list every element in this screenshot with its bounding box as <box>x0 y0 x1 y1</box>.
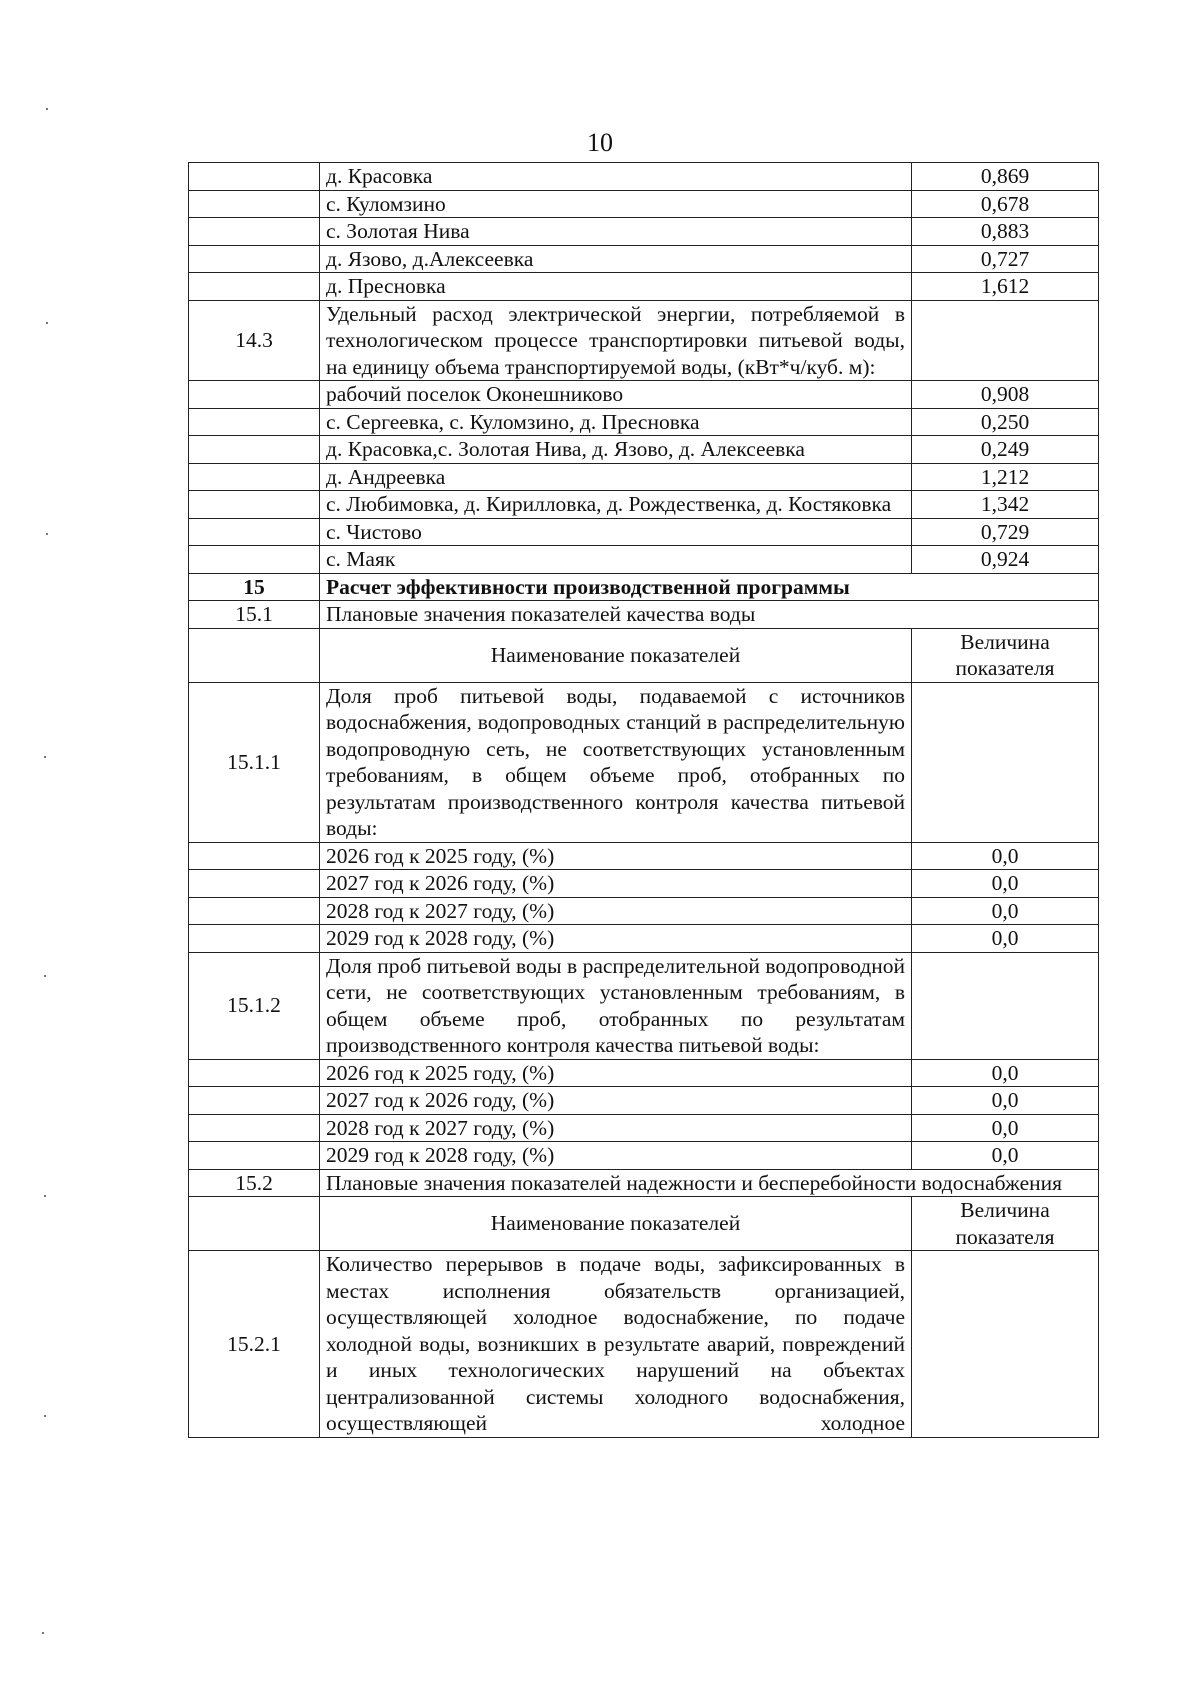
section-title: Расчет эффективности производственной программы <box>320 573 1099 601</box>
table-row <box>189 245 1099 273</box>
table-row <box>189 163 1099 191</box>
row-value: 0,0 <box>912 1059 1099 1087</box>
row-name: д. Красовка <box>320 163 912 191</box>
table-row <box>189 1059 1099 1087</box>
table-row <box>189 408 1099 436</box>
row-number <box>189 842 320 870</box>
row-name: с. Куломзино <box>320 190 912 218</box>
row-number <box>189 1114 320 1142</box>
row-name: 2028 год к 2027 году, (%) <box>320 897 912 925</box>
row-value: 1,342 <box>912 491 1099 519</box>
row-name: 2027 год к 2026 году, (%) <box>320 1087 912 1115</box>
row-number <box>189 491 320 519</box>
header-empty-cell <box>189 628 320 682</box>
row-value: 0,0 <box>912 1142 1099 1170</box>
row-value: 1,612 <box>912 273 1099 301</box>
row-value: 0,729 <box>912 518 1099 546</box>
section-15-2-1-row <box>189 1251 1099 1438</box>
scan-speck <box>44 975 46 977</box>
row-number <box>189 518 320 546</box>
row-value: 0,0 <box>912 842 1099 870</box>
page-number: 10 <box>587 128 613 157</box>
scan-speck <box>44 1415 46 1417</box>
row-number <box>189 897 320 925</box>
row-name: 2026 год к 2025 году, (%) <box>320 842 912 870</box>
scan-speck <box>46 108 48 110</box>
row-value: 0,249 <box>912 436 1099 464</box>
table-row <box>189 273 1099 301</box>
header-indicator-value: Величина показателя <box>912 628 1099 682</box>
section-15-2-row <box>189 1169 1099 1197</box>
section-15-row <box>189 573 1099 601</box>
section-number: 15.1.2 <box>189 952 320 1059</box>
section-number: 15.2 <box>189 1169 320 1197</box>
row-value: 0,0 <box>912 870 1099 898</box>
section-15-1-2-row <box>189 952 1099 1059</box>
section-title: Плановые значения показателей качества воды <box>320 601 1099 629</box>
table-row <box>189 842 1099 870</box>
row-number <box>189 218 320 246</box>
row-name: д. Язово, д.Алексеевка <box>320 245 912 273</box>
table-row <box>189 1142 1099 1170</box>
row-number <box>189 436 320 464</box>
row-name: д. Пресновка <box>320 273 912 301</box>
row-name: 2029 год к 2028 году, (%) <box>320 1142 912 1170</box>
section-description: Доля проб питьевой воды, подаваемой с источников водоснабжения, водопроводных станций в распределительную водопроводную сеть, не соответствующих установленным требованиям, в общем объеме проб, отобранных по результатам производственного контроля качества питьевой воды: <box>320 682 912 842</box>
row-name: 2026 год к 2025 году, (%) <box>320 1059 912 1087</box>
row-value: 0,883 <box>912 218 1099 246</box>
row-value: 0,908 <box>912 381 1099 409</box>
section-description: Удельный расход электрической энергии, потребляемой в технологическом процессе транспортировки питьевой воды, на единицу объема транспортируемой воды, (кВт*ч/куб. м): <box>320 300 912 381</box>
scan-speck <box>46 533 48 535</box>
table-row <box>189 218 1099 246</box>
row-value: 0,250 <box>912 408 1099 436</box>
row-value: 0,0 <box>912 925 1099 953</box>
row-number <box>189 546 320 574</box>
row-name: с. Маяк <box>320 546 912 574</box>
header-indicator-name: Наименование показателей <box>320 628 912 682</box>
row-name: д. Красовка,с. Золотая Нива, д. Язово, д. Алексеевка <box>320 436 912 464</box>
table-row <box>189 870 1099 898</box>
row-name: с. Чистово <box>320 518 912 546</box>
section-number: 15.1.1 <box>189 682 320 842</box>
table-row <box>189 546 1099 574</box>
row-name: д. Андреевка <box>320 463 912 491</box>
row-number <box>189 925 320 953</box>
row-value: 0,0 <box>912 1114 1099 1142</box>
table-header-row <box>189 1197 1099 1251</box>
row-name: с. Любимовка, д. Кирилловка, д. Рождественка, д. Костяковка <box>320 491 912 519</box>
table-row <box>189 1114 1099 1142</box>
table-row <box>189 381 1099 409</box>
row-number <box>189 163 320 191</box>
row-name: 2028 год к 2027 году, (%) <box>320 1114 912 1142</box>
row-value <box>912 952 1099 1059</box>
row-number <box>189 273 320 301</box>
section-number: 15 <box>189 573 320 601</box>
row-value <box>912 300 1099 381</box>
section-description: Количество перерывов в подаче воды, зафиксированных в местах исполнения обязательств организацией, осуществляющей холодное водоснабжение, по подаче холодной воды, возникших в результате аварий, повреждений и иных технологических нарушений на объектах централизованной системы холодного водоснабжения, осуществляющей холодное <box>320 1251 912 1438</box>
header-empty-cell <box>189 1197 320 1251</box>
table-row <box>189 463 1099 491</box>
row-name: 2029 год к 2028 году, (%) <box>320 925 912 953</box>
row-value <box>912 682 1099 842</box>
section-number: 14.3 <box>189 300 320 381</box>
table-row <box>189 897 1099 925</box>
row-value: 0,0 <box>912 897 1099 925</box>
row-number <box>189 190 320 218</box>
section-number: 15.2.1 <box>189 1251 320 1438</box>
row-name: с. Золотая Нива <box>320 218 912 246</box>
section-title: Плановые значения показателей надежности и бесперебойности водоснабжения <box>320 1169 1099 1197</box>
row-number <box>189 381 320 409</box>
row-number <box>189 463 320 491</box>
row-value: 1,212 <box>912 463 1099 491</box>
row-value <box>912 1251 1099 1438</box>
table-row <box>189 190 1099 218</box>
row-number <box>189 1059 320 1087</box>
table-row <box>189 491 1099 519</box>
scan-speck <box>44 1195 46 1197</box>
table-header-row <box>189 628 1099 682</box>
row-number <box>189 870 320 898</box>
row-value: 0,0 <box>912 1087 1099 1115</box>
row-value: 0,727 <box>912 245 1099 273</box>
section-15-1-1-row <box>189 682 1099 842</box>
scan-speck <box>44 756 46 758</box>
row-number <box>189 408 320 436</box>
section-15-1-row <box>189 601 1099 629</box>
row-value: 0,869 <box>912 163 1099 191</box>
section-description: Доля проб питьевой воды в распределительной водопроводной сети, не соответствующих установленным требованиям, в общем объеме проб, отобранных по результатам производственного контроля качества питьевой воды: <box>320 952 912 1059</box>
header-indicator-name: Наименование показателей <box>320 1197 912 1251</box>
scan-speck <box>42 1632 44 1634</box>
row-name: 2027 год к 2026 году, (%) <box>320 870 912 898</box>
row-value: 0,924 <box>912 546 1099 574</box>
row-number <box>189 1142 320 1170</box>
row-number <box>189 245 320 273</box>
scan-speck <box>46 322 48 324</box>
section-number: 15.1 <box>189 601 320 629</box>
table-row <box>189 1087 1099 1115</box>
row-value: 0,678 <box>912 190 1099 218</box>
table-row <box>189 436 1099 464</box>
row-number <box>189 1087 320 1115</box>
row-name: с. Сергеевка, с. Куломзино, д. Пресновка <box>320 408 912 436</box>
section-14-3-row <box>189 300 1099 381</box>
header-indicator-value: Величина показателя <box>912 1197 1099 1251</box>
indicators-table <box>188 162 1099 1438</box>
table-row <box>189 518 1099 546</box>
row-name: рабочий поселок Оконешниково <box>320 381 912 409</box>
table-row <box>189 925 1099 953</box>
